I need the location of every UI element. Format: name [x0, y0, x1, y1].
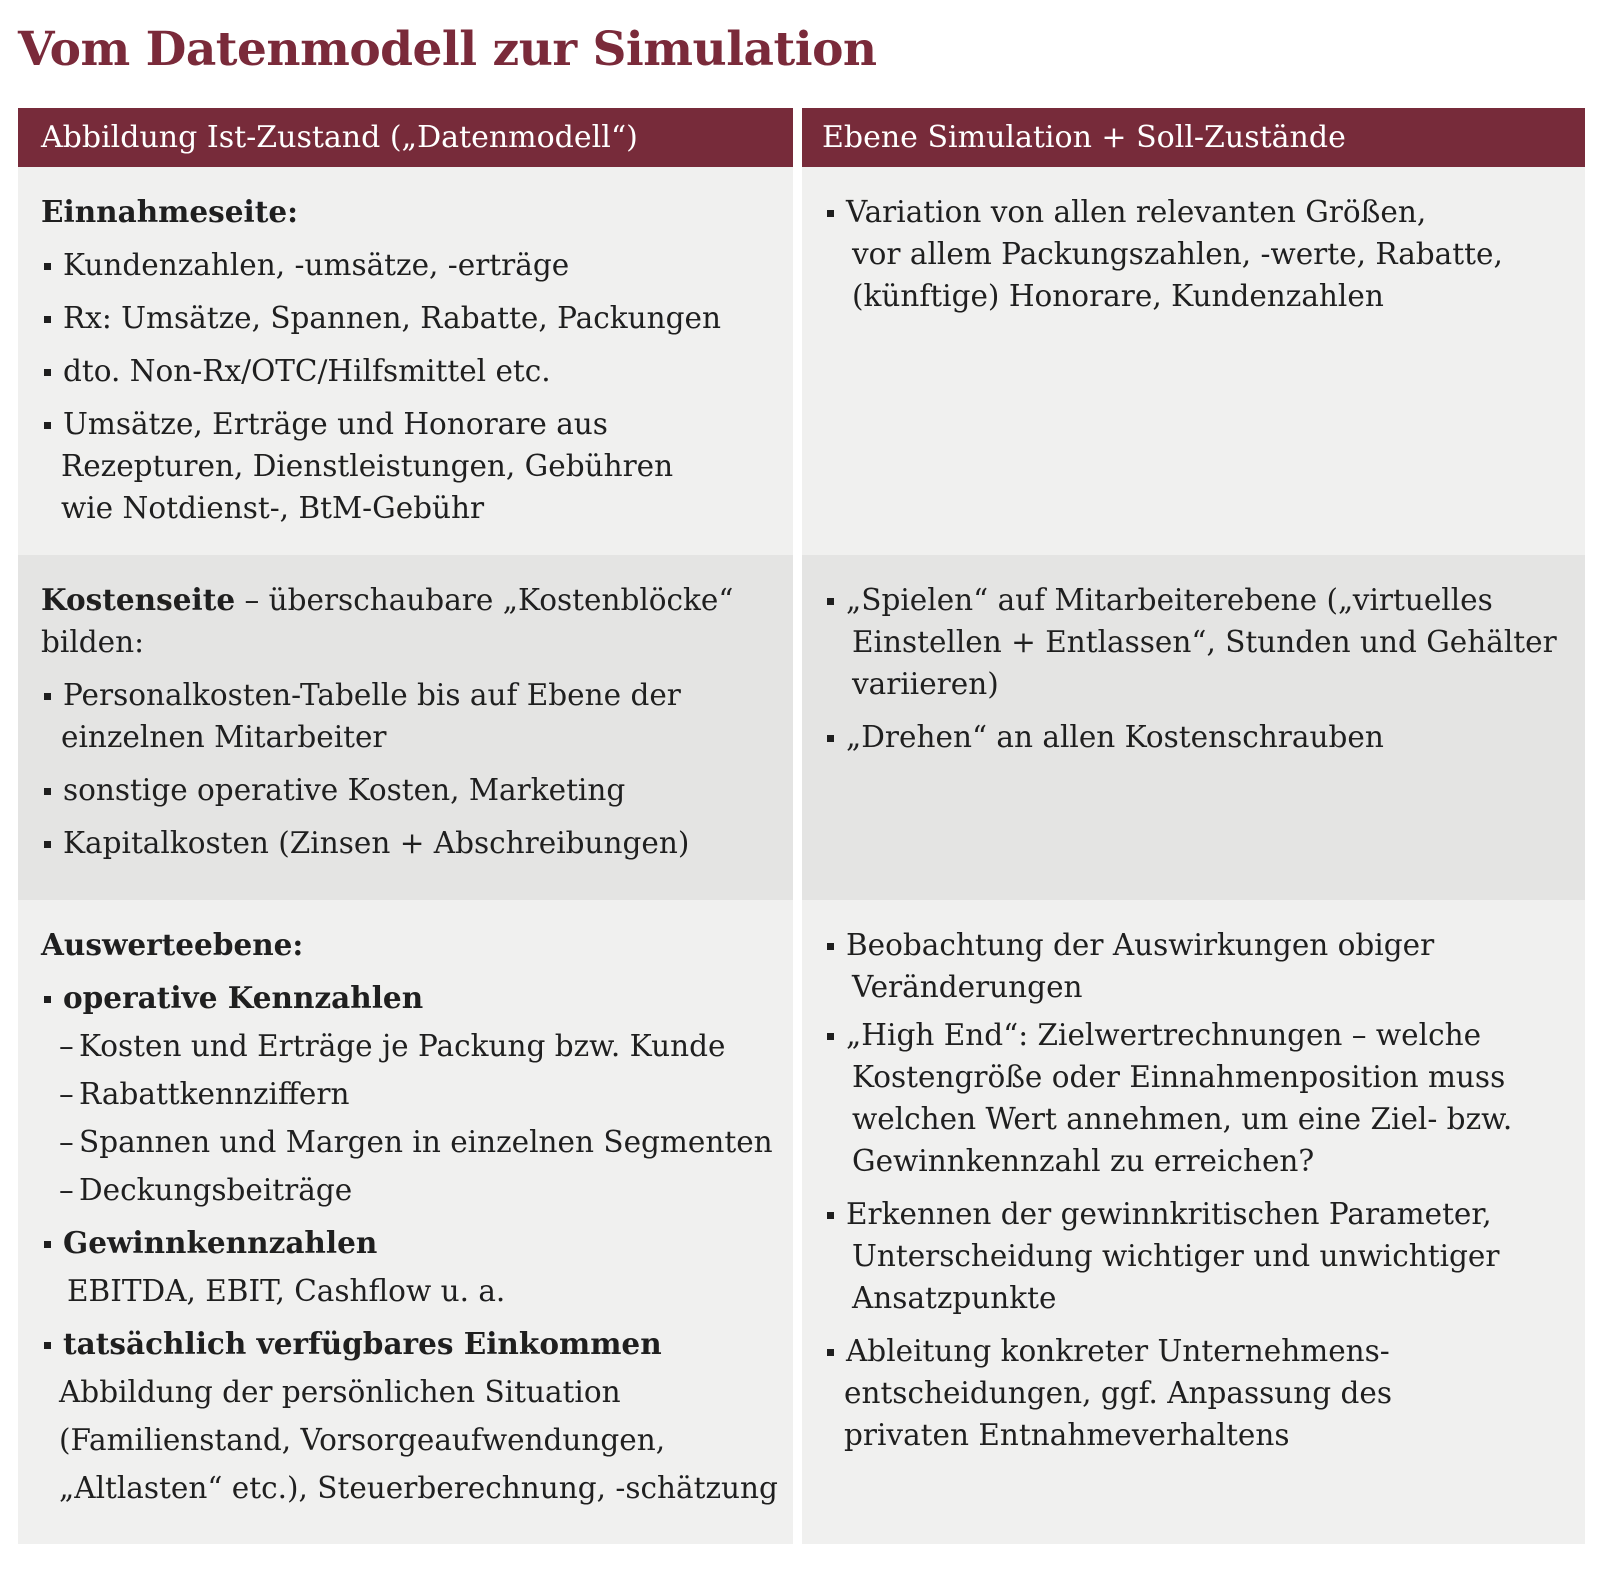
bullet-continuation: Einstellen + Entlassen“, Stunden und Gehälter: [852, 625, 1557, 659]
bullet-item: sonstige operative Kosten, Marketing: [41, 769, 775, 811]
section-label: Auswerteebene:: [41, 927, 304, 962]
bullet-continuation: Unterscheidung wichtiger und unwichtiger: [852, 1239, 1500, 1273]
bullet-continuation: welchen Wert annehmen, um eine Ziel- bzw.: [852, 1102, 1513, 1136]
bullet-continuation: variieren): [852, 667, 999, 701]
cell-auswerteebene: [18, 900, 793, 1544]
bullet-continuation: einzelnen Mitarbeiter: [61, 720, 387, 754]
bullet-item: Erkennen der gewinnkritischen Parameter,: [824, 1193, 1575, 1235]
bullet-continuation: Veränderungen: [852, 970, 1083, 1004]
section-label-line: [41, 579, 775, 621]
sub-item: – Rabattkennziffern: [59, 1073, 775, 1115]
sub-item: – Spannen und Margen in einzelnen Segmenten: [59, 1121, 775, 1163]
bullet-continuation: Ansatzpunkte: [852, 1281, 1057, 1315]
sub-item: – Kosten und Erträge je Packung bzw. Kunde: [59, 1025, 775, 1067]
bullet-item: Ableitung konkreter Unternehmens-: [824, 1330, 1575, 1372]
bullet-item: Kundenzahlen, -umsätze, -erträge: [41, 244, 775, 286]
bullet-continuation: vor allem Packungszahlen, -werte, Rabatte,: [852, 237, 1503, 271]
cell-simulation-einnahmen: [802, 167, 1585, 555]
cell-simulation-auswertung: [802, 900, 1585, 1544]
bullet-continuation: EBITDA, EBIT, Cashflow u. a.: [67, 1274, 506, 1308]
bullet-continuation: Gewinnkennzahl zu erreichen?: [852, 1144, 1315, 1178]
bullet-continuation: Rezepturen, Dienstleistungen, Gebühren: [61, 449, 674, 483]
bullet-item: operative Kennzahlen: [41, 977, 775, 1019]
bullet-continuation: Kostengröße oder Einnahmenposition muss: [852, 1060, 1506, 1094]
cell-einnahmeseite: [18, 167, 793, 555]
column-header-right: Ebene Simulation + Soll-Zustände: [802, 108, 1585, 167]
bullet-continuation: entscheidungen, ggf. Anpassung des: [844, 1376, 1393, 1410]
page-title: Vom Datenmodell zur Simulation: [18, 22, 877, 77]
bullet-continuation: Abbildung der persönlichen Situation: [59, 1375, 621, 1409]
bullet-item: tatsächlich verfügbares Einkommen: [41, 1323, 775, 1365]
bullet-item: Rx: Umsätze, Spannen, Rabatte, Packungen: [41, 297, 775, 339]
bullet-item: „Drehen“ an allen Kostenschrauben: [824, 716, 1575, 758]
section-label: Einnahmeseite:: [41, 194, 299, 229]
section-label: Kostenseite: [41, 582, 236, 617]
cell-kostenseite: [18, 555, 793, 900]
section-label-rest: – überschaubare „Kostenblöcke“: [235, 583, 734, 617]
section-label-continuation: bilden:: [41, 625, 145, 659]
bullet-item: „Spielen“ auf Mitarbeiterebene („virtuelles: [824, 579, 1575, 621]
bullet-item: Variation von allen relevanten Größen,: [824, 191, 1575, 233]
bullet-item: „High End“: Zielwertrechnungen – welche: [824, 1014, 1575, 1056]
bullet-item: Personalkosten-Tabelle bis auf Ebene der: [41, 674, 775, 716]
comparison-table: [18, 108, 1585, 1560]
bullet-item: Kapitalkosten (Zinsen + Abschreibungen): [41, 822, 775, 864]
bullet-item: Beobachtung der Auswirkungen obiger: [824, 924, 1575, 966]
bullet-continuation: (künftige) Honorare, Kundenzahlen: [852, 279, 1384, 313]
cell-simulation-kosten: [802, 555, 1585, 900]
bullet-item: dto. Non-Rx/OTC/Hilfsmittel etc.: [41, 350, 775, 392]
bullet-continuation: privaten Entnahmeverhaltens: [844, 1418, 1290, 1452]
bullet-item: Gewinnkennzahlen: [41, 1222, 775, 1264]
bullet-item: Umsätze, Erträge und Honorare aus: [41, 403, 775, 445]
bullet-continuation: wie Notdienst-, BtM-Gebühr: [61, 491, 485, 525]
bullet-continuation: „Altlasten“ etc.), Steuerberechnung, -schätzung: [59, 1471, 778, 1505]
column-header-left: Abbildung Ist-Zustand („Datenmodell“): [18, 108, 793, 167]
bullet-continuation: (Familienstand, Vorsorgeaufwendungen,: [59, 1423, 666, 1457]
sub-item: – Deckungsbeiträge: [59, 1169, 775, 1211]
